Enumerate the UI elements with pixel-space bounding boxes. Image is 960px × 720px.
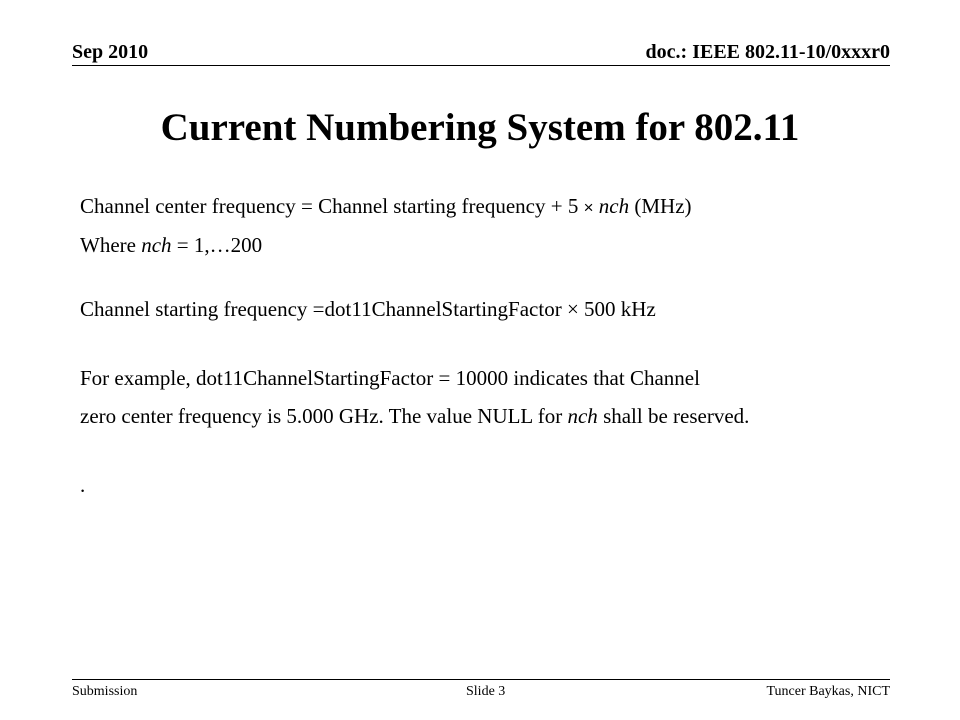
header-doc-id: doc.: IEEE 802.11-10/0xxxr0 — [645, 41, 890, 63]
footer-submission: Submission — [72, 684, 138, 699]
header-date: Sep 2010 — [72, 41, 149, 63]
footer-author: Tuncer Baykas, NICT — [766, 684, 890, 699]
body-line-starting-frequency: Channel starting frequency =dot11ChannelStartingFactor × 500 kHz — [80, 297, 656, 321]
body-line-nch-range — [80, 232, 262, 258]
header-divider — [72, 65, 890, 66]
body-line-dot: . — [80, 473, 86, 497]
body-line-example-continued — [80, 403, 749, 429]
body-line-example: For example, dot11ChannelStartingFactor = 10000 indicates that Channel — [80, 366, 700, 390]
nch-variable: nch — [141, 233, 172, 257]
line2-suffix: = 1,…200 — [171, 233, 263, 257]
line5-suffix: shall be reserved. — [597, 404, 750, 428]
slide-title: Current Numbering System for 802.11 — [160, 106, 800, 149]
times-symbol: × — [583, 198, 594, 217]
nch-variable: nch — [567, 404, 598, 428]
nch-variable: nch — [598, 194, 630, 218]
line2-prefix: Where — [80, 233, 142, 257]
line1-prefix: Channel center frequency = Channel starting frequency + 5 — [80, 194, 584, 218]
footer-slide-number: Slide 3 — [466, 684, 506, 699]
line1-suffix: (MHz) — [629, 194, 692, 218]
body-line-center-frequency — [80, 193, 692, 221]
line5-prefix: zero center frequency is 5.000 GHz. The value NULL for — [80, 404, 568, 428]
footer-divider — [72, 679, 890, 680]
